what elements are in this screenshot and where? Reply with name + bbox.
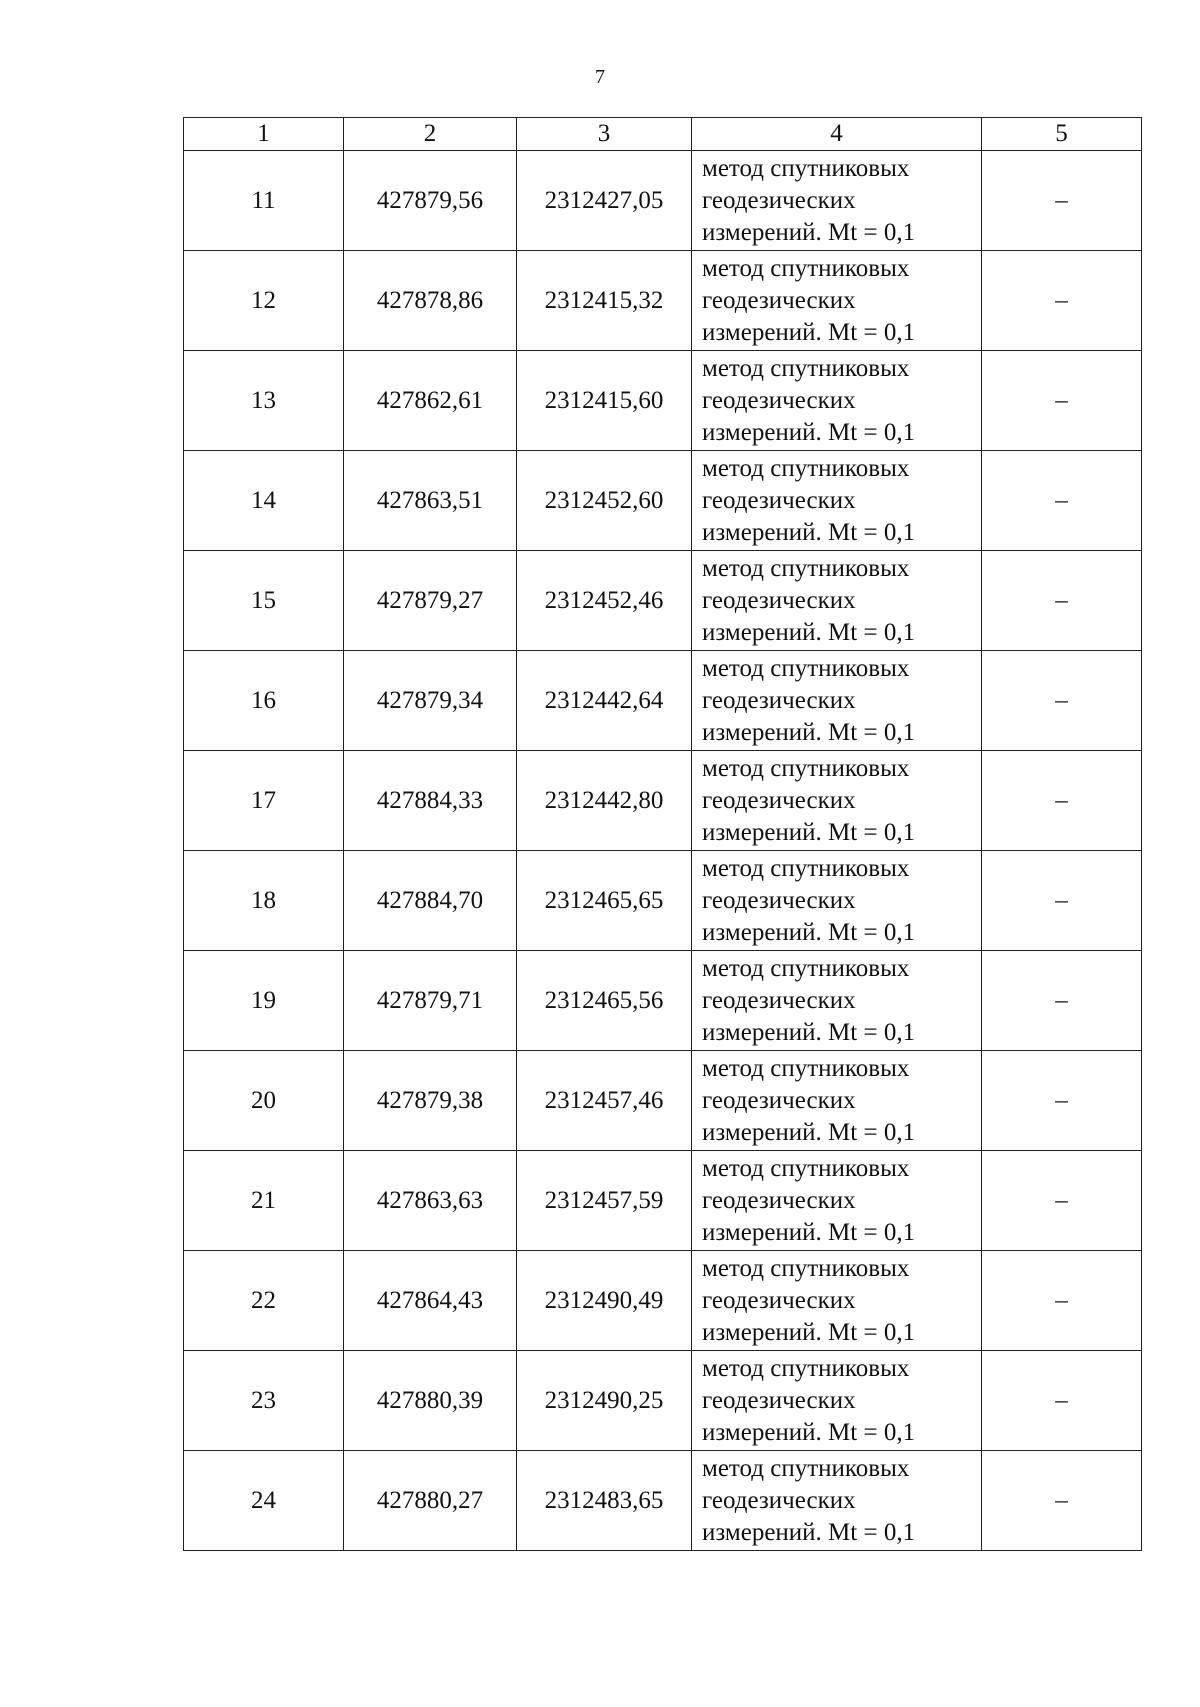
column-5-cell: –: [982, 951, 1142, 1051]
point-number-cell: 24: [184, 1451, 344, 1551]
table-row: [184, 951, 1142, 1051]
method-cell: [692, 1351, 982, 1451]
method-line: метод спутниковых: [702, 1354, 910, 1382]
y-coordinate-cell: 2312465,56: [517, 951, 692, 1051]
method-cell: [692, 851, 982, 951]
method-line: измерений. Mt = 0,1: [702, 918, 916, 946]
column-header-1: 1: [184, 118, 344, 151]
table-row: [184, 851, 1142, 951]
method-cell: [692, 951, 982, 1051]
point-number-cell: 14: [184, 451, 344, 551]
method-line: метод спутниковых: [702, 654, 910, 682]
point-number-cell: 23: [184, 1351, 344, 1451]
y-coordinate-cell: 2312427,05: [517, 151, 692, 251]
table-row: [184, 351, 1142, 451]
method-line: метод спутниковых: [702, 454, 910, 482]
method-cell: [692, 651, 982, 751]
method-cell: [692, 251, 982, 351]
column-5-cell: –: [982, 251, 1142, 351]
method-line: геодезических: [702, 486, 856, 514]
method-line: измерений. Mt = 0,1: [702, 1118, 916, 1146]
method-line: метод спутниковых: [702, 354, 910, 382]
column-5-cell: –: [982, 651, 1142, 751]
table-row: [184, 751, 1142, 851]
method-line: измерений. Mt = 0,1: [702, 818, 916, 846]
x-coordinate-cell: 427884,70: [344, 851, 517, 951]
x-coordinate-cell: 427884,33: [344, 751, 517, 851]
point-number-cell: 15: [184, 551, 344, 651]
x-coordinate-cell: 427879,38: [344, 1051, 517, 1151]
method-cell: [692, 351, 982, 451]
method-cell: [692, 451, 982, 551]
method-cell: [692, 1451, 982, 1551]
column-header-5: 5: [982, 118, 1142, 151]
point-number-cell: 22: [184, 1251, 344, 1351]
method-line: измерений. Mt = 0,1: [702, 1318, 916, 1346]
method-line: метод спутниковых: [702, 554, 910, 582]
method-line: геодезических: [702, 886, 856, 914]
y-coordinate-cell: 2312442,64: [517, 651, 692, 751]
x-coordinate-cell: 427879,56: [344, 151, 517, 251]
method-line: измерений. Mt = 0,1: [702, 418, 916, 446]
x-coordinate-cell: 427879,27: [344, 551, 517, 651]
x-coordinate-cell: 427863,51: [344, 451, 517, 551]
column-5-cell: –: [982, 1151, 1142, 1251]
method-cell: [692, 151, 982, 251]
method-cell: [692, 551, 982, 651]
y-coordinate-cell: 2312415,32: [517, 251, 692, 351]
method-line: метод спутниковых: [702, 1054, 910, 1082]
method-line: геодезических: [702, 1286, 856, 1314]
column-5-cell: –: [982, 1051, 1142, 1151]
column-5-cell: –: [982, 1351, 1142, 1451]
y-coordinate-cell: 2312457,46: [517, 1051, 692, 1151]
table-row: [184, 551, 1142, 651]
y-coordinate-cell: 2312452,60: [517, 451, 692, 551]
method-line: метод спутниковых: [702, 854, 910, 882]
column-header-3: 3: [517, 118, 692, 151]
method-line: измерений. Mt = 0,1: [702, 518, 916, 546]
table-row: [184, 1451, 1142, 1551]
column-5-cell: –: [982, 1251, 1142, 1351]
table-row: [184, 1251, 1142, 1351]
x-coordinate-cell: 427879,34: [344, 651, 517, 751]
method-cell: [692, 751, 982, 851]
column-5-cell: –: [982, 751, 1142, 851]
column-5-cell: –: [982, 151, 1142, 251]
column-5-cell: –: [982, 451, 1142, 551]
x-coordinate-cell: 427880,27: [344, 1451, 517, 1551]
method-line: метод спутниковых: [702, 154, 910, 182]
point-number-cell: 18: [184, 851, 344, 951]
point-number-cell: 17: [184, 751, 344, 851]
x-coordinate-cell: 427879,71: [344, 951, 517, 1051]
point-number-cell: 19: [184, 951, 344, 1051]
method-line: геодезических: [702, 1486, 856, 1514]
method-line: геодезических: [702, 186, 856, 214]
method-cell: [692, 1051, 982, 1151]
coordinates-table: [183, 117, 1142, 1551]
column-header-4: 4: [692, 118, 982, 151]
column-5-cell: –: [982, 1451, 1142, 1551]
method-line: измерений. Mt = 0,1: [702, 1018, 916, 1046]
method-line: метод спутниковых: [702, 1154, 910, 1182]
table-row: [184, 251, 1142, 351]
point-number-cell: 21: [184, 1151, 344, 1251]
method-line: измерений. Mt = 0,1: [702, 1518, 916, 1546]
x-coordinate-cell: 427863,63: [344, 1151, 517, 1251]
method-line: измерений. Mt = 0,1: [702, 1418, 916, 1446]
method-line: геодезических: [702, 786, 856, 814]
method-line: метод спутниковых: [702, 254, 910, 282]
method-line: геодезических: [702, 1386, 856, 1414]
method-line: геодезических: [702, 286, 856, 314]
point-number-cell: 11: [184, 151, 344, 251]
method-line: измерений. Mt = 0,1: [702, 218, 916, 246]
method-line: измерений. Mt = 0,1: [702, 1218, 916, 1246]
method-line: геодезических: [702, 986, 856, 1014]
x-coordinate-cell: 427880,39: [344, 1351, 517, 1451]
method-line: геодезических: [702, 686, 856, 714]
point-number-cell: 16: [184, 651, 344, 751]
y-coordinate-cell: 2312465,65: [517, 851, 692, 951]
method-cell: [692, 1151, 982, 1251]
method-line: метод спутниковых: [702, 1454, 910, 1482]
method-line: геодезических: [702, 1186, 856, 1214]
table-row: [184, 151, 1142, 251]
table-header-row: [184, 118, 1142, 151]
method-line: метод спутниковых: [702, 1254, 910, 1282]
y-coordinate-cell: 2312457,59: [517, 1151, 692, 1251]
table-row: [184, 1051, 1142, 1151]
method-line: геодезических: [702, 1086, 856, 1114]
method-line: геодезических: [702, 586, 856, 614]
column-5-cell: –: [982, 351, 1142, 451]
table-row: [184, 1151, 1142, 1251]
y-coordinate-cell: 2312490,25: [517, 1351, 692, 1451]
y-coordinate-cell: 2312483,65: [517, 1451, 692, 1551]
point-number-cell: 13: [184, 351, 344, 451]
method-line: метод спутниковых: [702, 954, 910, 982]
method-cell: [692, 1251, 982, 1351]
table-body: [184, 118, 1142, 1551]
table-row: [184, 451, 1142, 551]
method-line: геодезических: [702, 386, 856, 414]
x-coordinate-cell: 427864,43: [344, 1251, 517, 1351]
column-header-2: 2: [344, 118, 517, 151]
point-number-cell: 12: [184, 251, 344, 351]
y-coordinate-cell: 2312442,80: [517, 751, 692, 851]
x-coordinate-cell: 427878,86: [344, 251, 517, 351]
method-line: измерений. Mt = 0,1: [702, 618, 916, 646]
table-row: [184, 651, 1142, 751]
table-row: [184, 1351, 1142, 1451]
point-number-cell: 20: [184, 1051, 344, 1151]
method-line: измерений. Mt = 0,1: [702, 718, 916, 746]
method-line: измерений. Mt = 0,1: [702, 318, 916, 346]
y-coordinate-cell: 2312490,49: [517, 1251, 692, 1351]
column-5-cell: –: [982, 551, 1142, 651]
x-coordinate-cell: 427862,61: [344, 351, 517, 451]
y-coordinate-cell: 2312452,46: [517, 551, 692, 651]
method-line: метод спутниковых: [702, 754, 910, 782]
y-coordinate-cell: 2312415,60: [517, 351, 692, 451]
column-5-cell: –: [982, 851, 1142, 951]
page-number: 7: [595, 66, 605, 88]
